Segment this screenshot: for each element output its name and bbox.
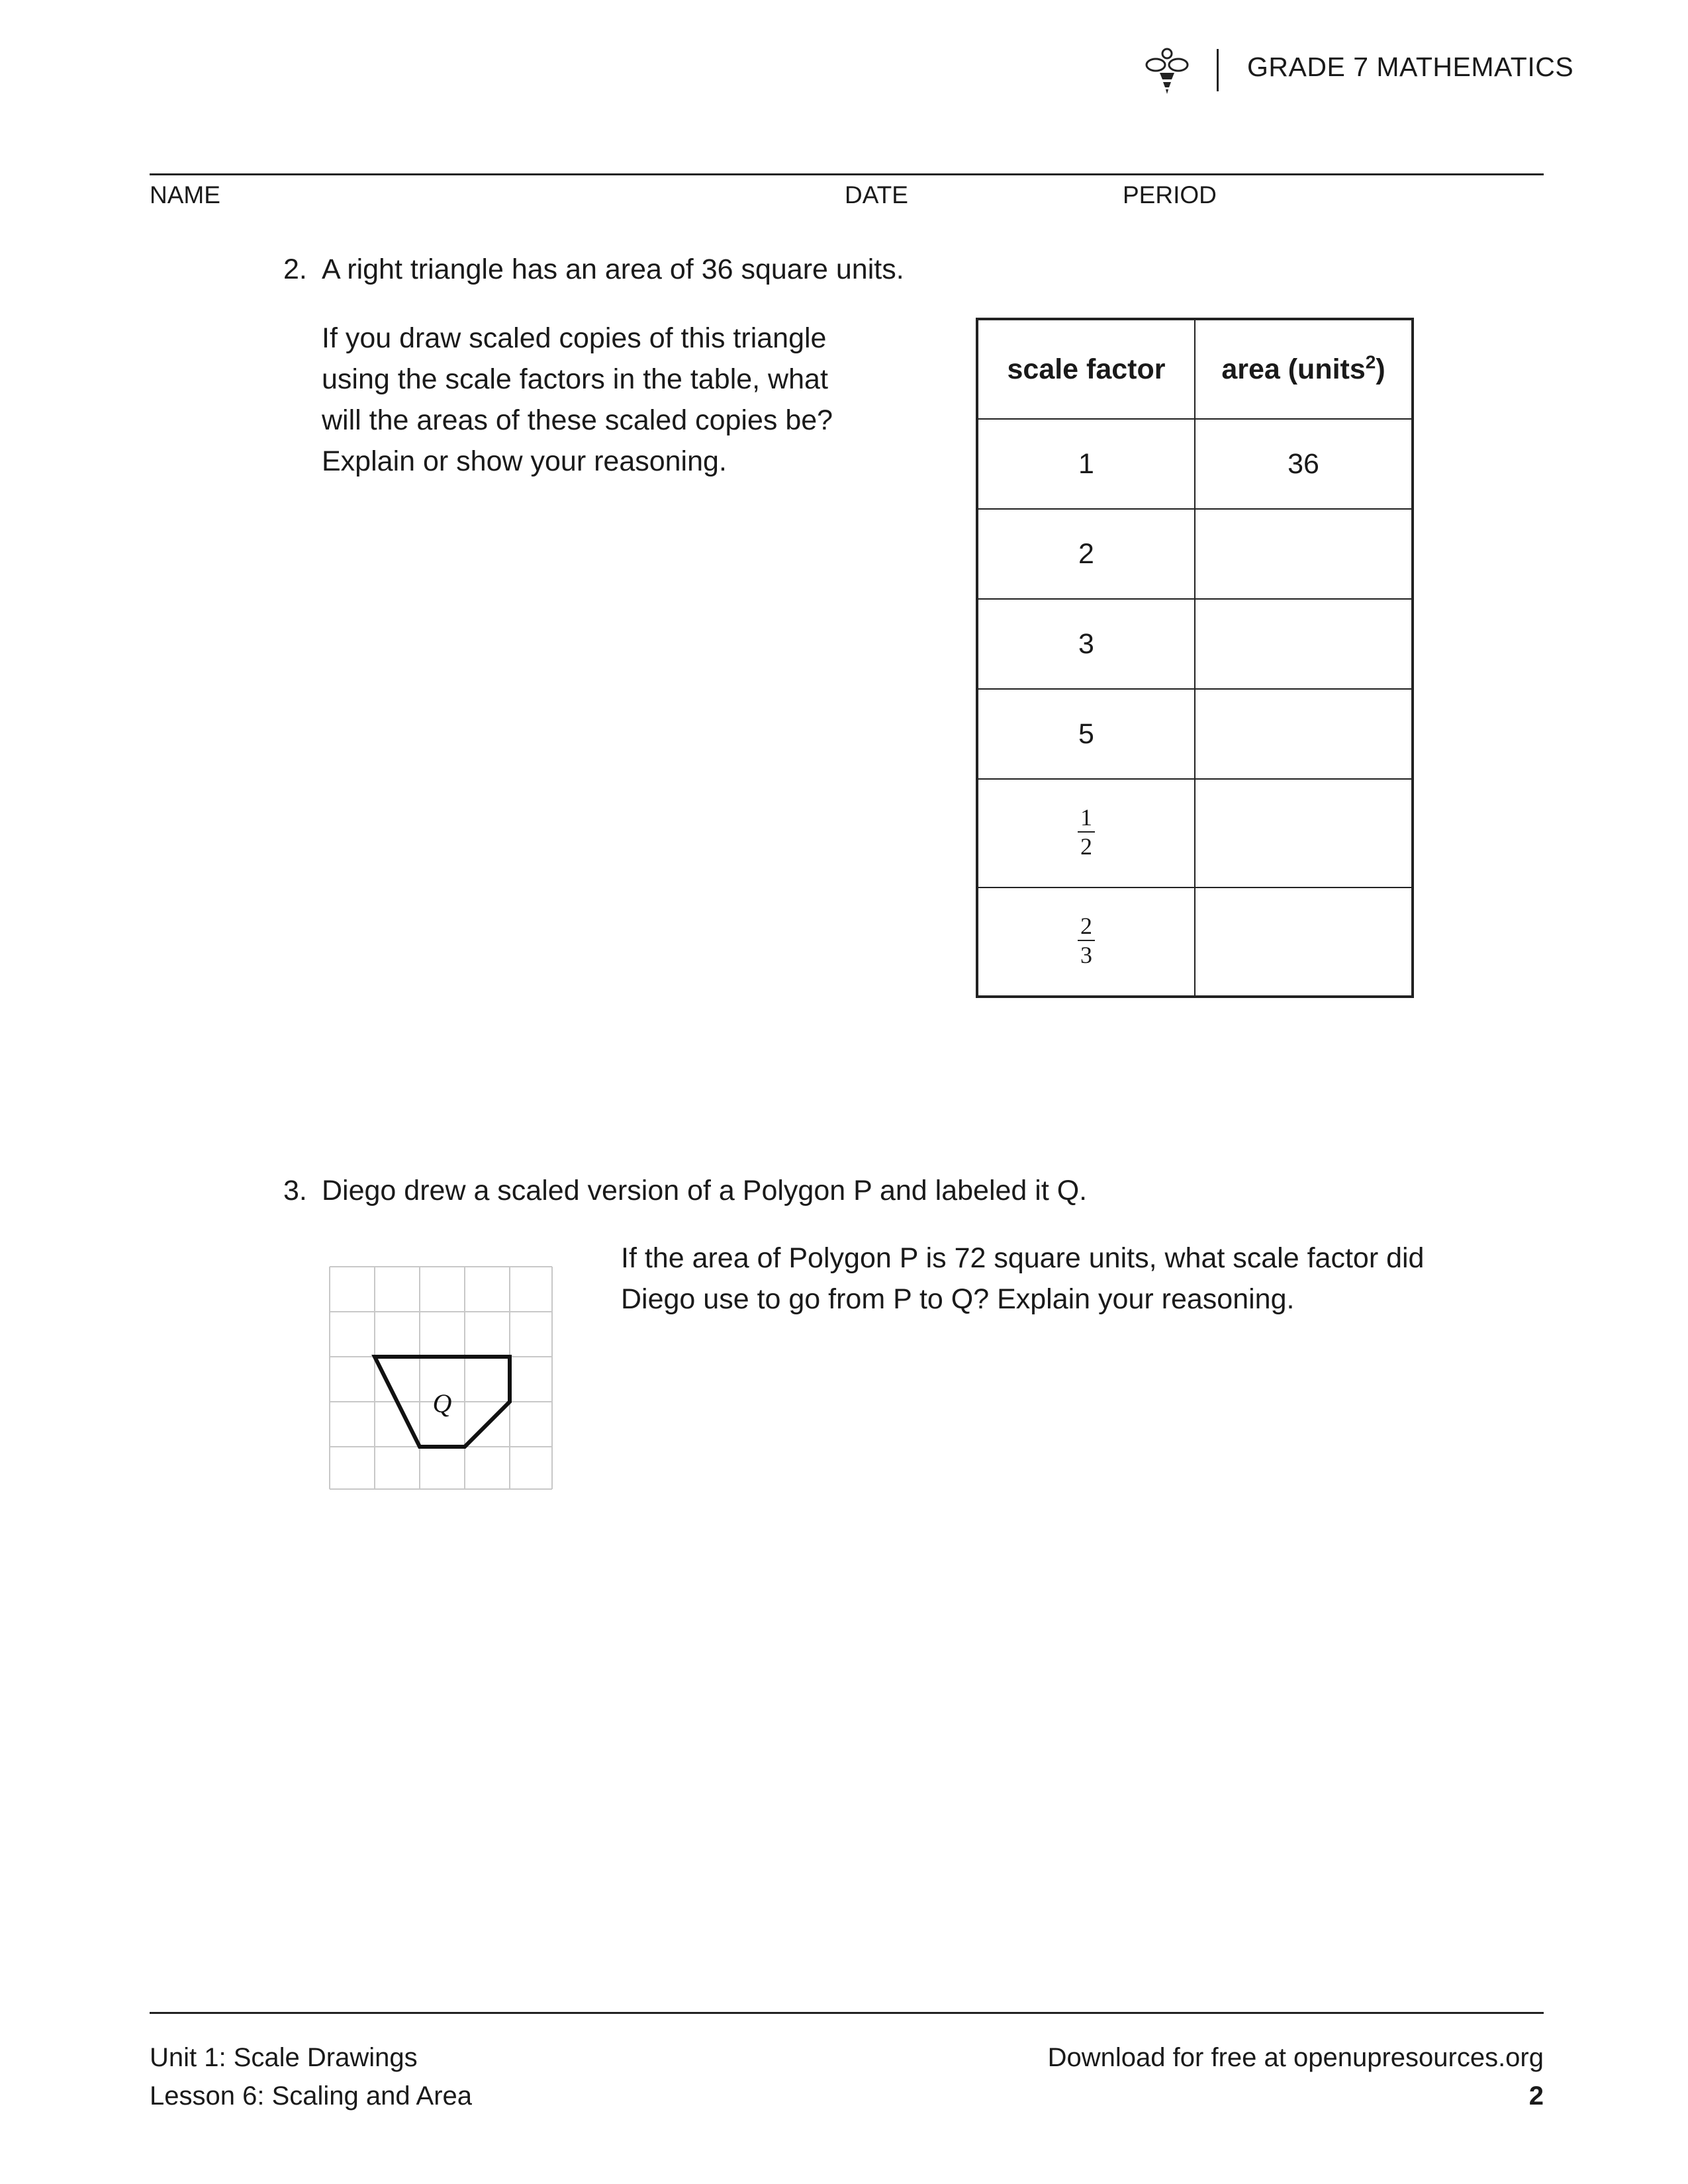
area-cell[interactable] [1195,689,1413,779]
scale-cell: 3 [977,599,1195,689]
scale-cell-fraction [977,779,1195,887]
question-3-lead: Diego drew a scaled version of a Polygon P and labeled it Q. [322,1175,1088,1206]
scale-factor-table [976,318,1414,998]
fraction [1078,914,1095,967]
table-row [977,779,1413,887]
area-cell[interactable]: 36 [1195,419,1413,509]
question-2-body [322,318,917,482]
area-cell[interactable] [1195,509,1413,599]
period-label: PERIOD [1123,181,1217,208]
polygon-q-label: Q [432,1388,452,1418]
scale-cell: 1 [977,419,1195,509]
scale-cell-fraction [977,887,1195,997]
name-label: NAME [150,181,220,208]
question-3-line: If the area of Polygon P is 72 square units, what scale factor did [621,1242,1425,1274]
question-2-line: will the areas of these scaled copies be? [322,404,833,436]
question-2-lead: A right triangle has an area of 36 square units. [322,253,904,285]
fraction-numerator: 2 [1078,914,1095,941]
fraction-numerator: 1 [1078,805,1095,833]
table-row [977,509,1413,599]
fraction-denominator: 3 [1080,941,1092,968]
question-2-line: If you draw scaled copies of this triangle [322,322,827,354]
date-label: DATE [845,181,908,208]
question-2-line: Explain or show your reasoning. [322,445,727,477]
area-cell[interactable] [1195,779,1413,887]
question-2-line: using the scale factors in the table, what [322,363,828,395]
page-number: 2 [1528,2081,1544,2111]
question-3-number: 3. [283,1175,307,1206]
question-3-body [621,1238,1424,1320]
table-row [977,689,1413,779]
subject-title: GRADE 7 MATHEMATICS [1247,52,1574,82]
footer-download-link[interactable]: Download for free at openupresources.org [1047,2043,1544,2072]
table-row [977,887,1413,997]
table-row [977,599,1413,689]
footer-unit: Unit 1: Scale Drawings [150,2043,418,2072]
col-header-area: area (units$^2$) [1195,319,1413,419]
fraction [1078,805,1095,858]
area-cell[interactable] [1195,599,1413,689]
area-cell[interactable] [1195,887,1413,997]
fraction-denominator: 2 [1080,833,1092,860]
polygon-q-grid-figure [324,1261,557,1494]
scale-cell: 5 [977,689,1195,779]
footer-rule [150,2012,1544,2014]
header-separator [1217,49,1219,91]
bee-logo-icon [1145,48,1189,95]
table-header-row [977,319,1413,419]
question-3-line: Diego use to go from P to Q? Explain your reasoning. [621,1283,1295,1315]
table-row [977,419,1413,509]
grid-lines [330,1267,552,1489]
scale-cell: 2 [977,509,1195,599]
footer-lesson: Lesson 6: Scaling and Area [150,2081,473,2111]
col-header-scale-factor: scale factor [977,319,1195,419]
question-2-number: 2. [283,253,307,285]
name-line [150,173,1544,175]
